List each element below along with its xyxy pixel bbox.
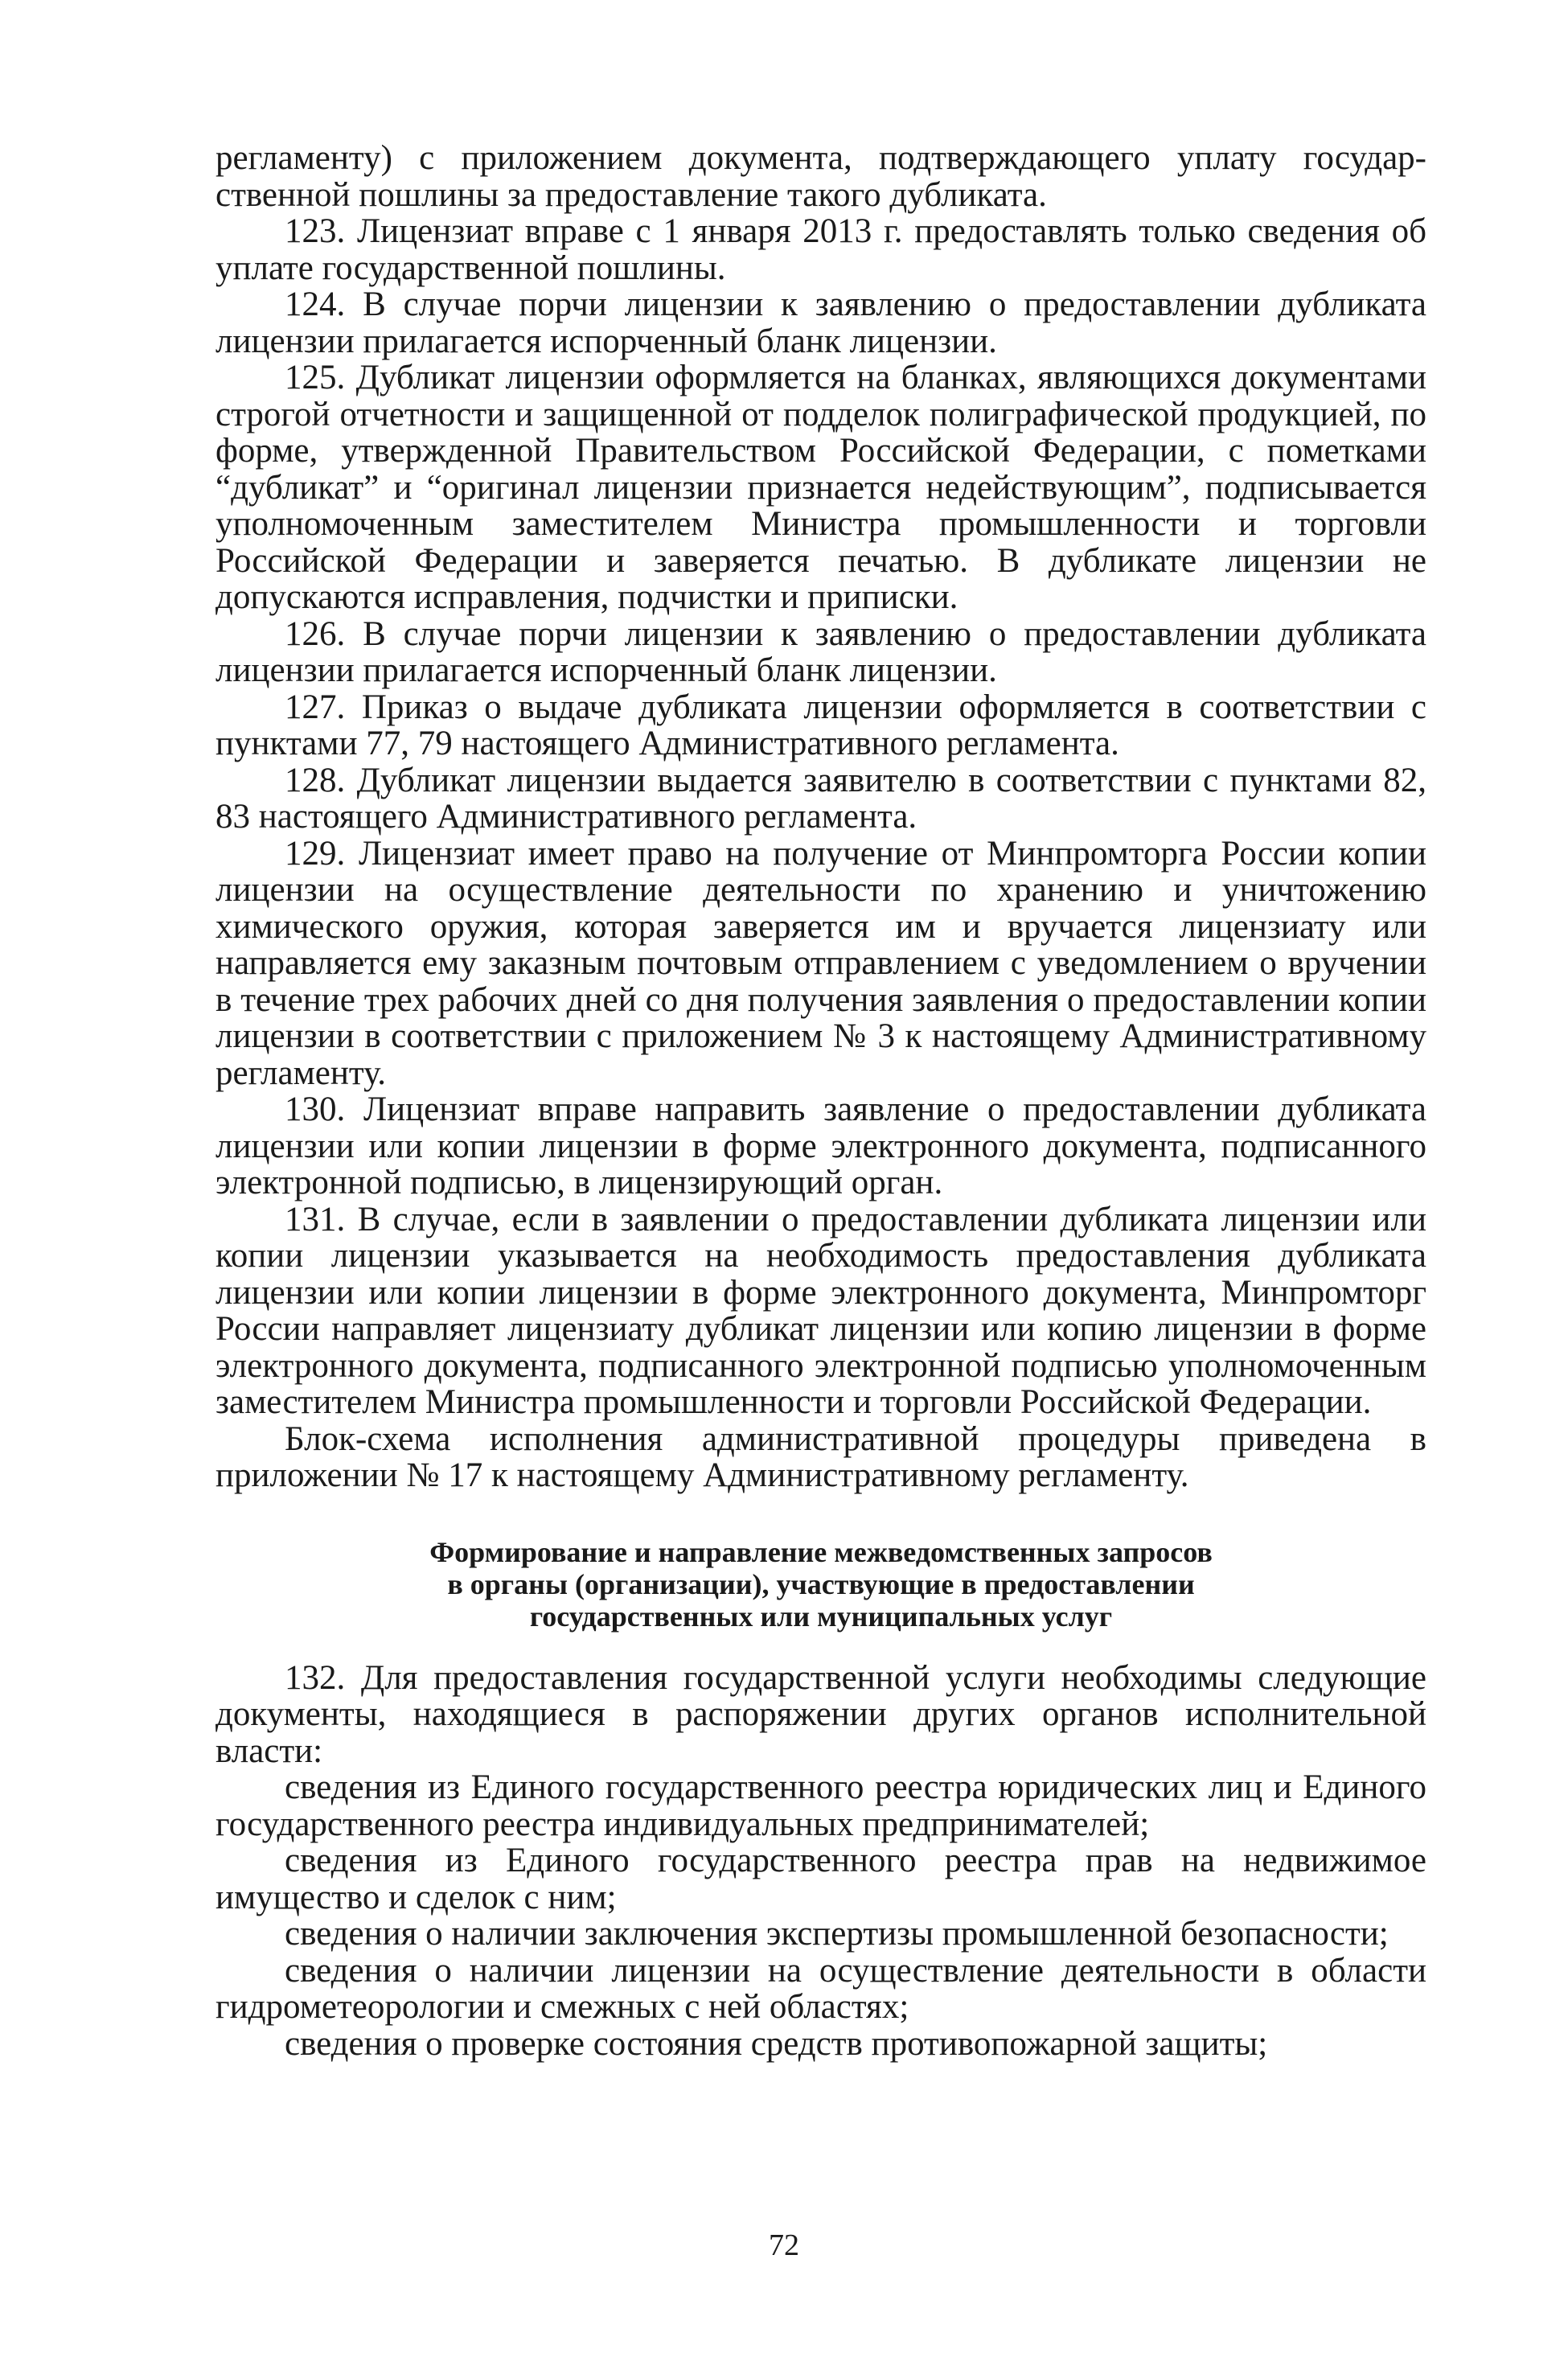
paragraph-125: 125. Дубликат лицензии оформляется на бланках, являющихся документами строгой отчетности и защищенной от подделок полиграфической продукцией, по форме, утвержденной Правительством Российской Федерации, с пометками “дубликат” и “оригинал лицензии признается недействующим”, подписывается уполномоченным заместителем Министра промышленности и торговли Российской Федерации и заверяется печатью. В дубликате лицензии не допускаются исправления, подчистки и приписки. <box>215 359 1426 616</box>
paragraph-flowchart-note: Блок-схема исполнения административной процедуры приведена в приложении № 17 к настоящему Административному регламенту. <box>215 1419 1426 1494</box>
paragraph-131: 131. В случае, если в заявлении о предоставлении дубликата лицензии или копии лицензии указывается на необходимость предоставления дубликата лицензии или копии лицензии в форме электронного документа, Минпромторг России направляет лицензиату дубликат лицензии или копию лицензии в форме электронного документа, подписанного электронной подписью уполномоченным заместителем Министра промышленности и торговли Российской Федерации. <box>215 1200 1426 1421</box>
paragraph-132: 132. Для предоставления государственной услуги необходимы следующие документы, находящиеся в распоряжении других органов исполнительной власти: <box>215 1658 1426 1770</box>
list-item: сведения из Единого государственного реестра прав на недвижимое имущество и сделок с ним; <box>215 1842 1426 1916</box>
paragraph-126: 126. В случае порчи лицензии к заявлению о предоставлении дубликата лицензии прилагается испорченный бланк лицензии. <box>215 614 1426 689</box>
paragraph-127: 127. Приказ о выдаче дубликата лицензии оформляется в соответствии с пунктами 77, 79 настоящего Административного регламента. <box>215 688 1426 762</box>
paragraph-123: 123. Лицензиат вправе с 1 января 2013 г. предоставлять только сведения об уплате государственной пошлины. <box>215 212 1426 287</box>
paragraph-129: 129. Лицензиат имеет право на получение от Минпромторга России копии лицензии на осуществление деятельности по хранению и уничтожению химического оружия, которая заверяется им и вручается лицензиату или направляется ему заказным почтовым отправлением с уведомлением о вручении в течение трех рабочих дней со дня получения заявления о предоставлении копии лицензии в соответствии с приложением № 3 к настоящему Административному регламенту. <box>215 834 1426 1092</box>
section-heading <box>215 1536 1426 1633</box>
list-item: сведения о наличии лицензии на осуществление деятельности в области гидрометеорологии и смежных с ней областях; <box>215 1951 1426 2026</box>
section-heading-line: Формирование и направление межведомственных запросов <box>429 1535 1213 1568</box>
paragraph-124: 124. В случае порчи лицензии к заявлению о предоставлении дубликата лицензии прилагается испорченный бланк лицензии. <box>215 285 1426 360</box>
list-item: сведения о проверке состояния средств противопожарной защиты; <box>285 2024 1268 2063</box>
list-item: сведения из Единого государственного реестра юридических лиц и Единого государственного реестра индивидуальных предпринимателей; <box>215 1768 1426 1843</box>
paragraph-128: 128. Дубликат лицензии выдается заявителю в соответствии с пунктами 82, 83 настоящего Административного регламента. <box>215 761 1426 836</box>
paragraph-130: 130. Лицензиат вправе направить заявление о предоставлении дубликата лицензии или копии лицензии в форме электронного документа, подписанного электронной подписью, в лицензирующий орган. <box>215 1090 1426 1201</box>
page-number: 72 <box>769 2228 799 2262</box>
list-item: сведения о наличии заключения экспертизы промышленной безопасности; <box>285 1915 1389 1953</box>
section-heading-line: в органы (организации), участвующие в предоставлении <box>447 1567 1195 1600</box>
paragraph: регламенту) с приложением документа, подтверждающего уплату государственной пошлины за предоставление такого дубликата. <box>215 139 1426 214</box>
page-body <box>215 140 1426 2062</box>
section-heading-line: государственных или муниципальных услуг <box>529 1600 1113 1633</box>
